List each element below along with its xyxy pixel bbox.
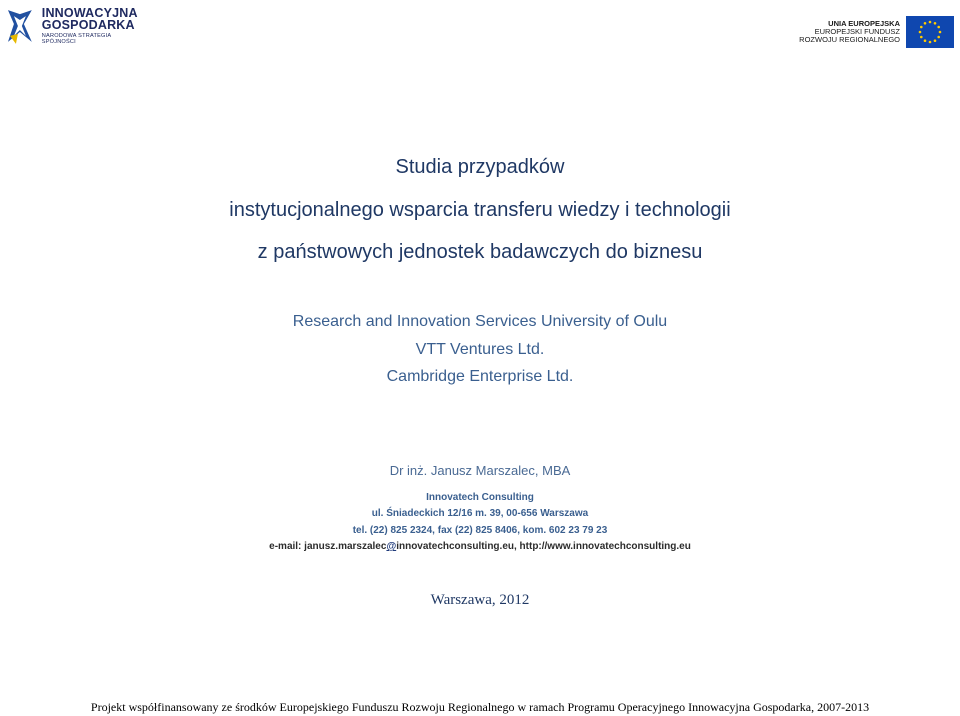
- logo-line2: GOSPODARKA: [41, 18, 135, 33]
- email-prefix: e-mail: janusz.marszalec: [269, 541, 387, 552]
- eu-logo: [799, 14, 954, 50]
- title-line1: Studia przypadków: [395, 156, 565, 178]
- institution-2: VTT Ventures Ltd.: [415, 341, 545, 358]
- institution-3: Cambridge Enterprise Ltd.: [386, 368, 574, 385]
- star-logo-icon: [6, 6, 34, 46]
- eu-line2: EUROPEJSKI FUNDUSZ: [814, 27, 900, 37]
- eu-flag-icon: [906, 16, 954, 48]
- institution-1: Research and Innovation Services University of Oulu: [292, 313, 668, 330]
- innowacyjna-gospodarka-logo: [6, 4, 146, 48]
- email-suffix: innovatechconsulting.eu, http://www.innovatechconsulting.eu: [396, 541, 691, 552]
- email-link[interactable]: @: [386, 541, 397, 552]
- eu-line1: UNIA EUROPEJSKA: [828, 19, 900, 29]
- logo-line3: NARODOWA STRATEGIA SPÓJNOŚCI: [41, 32, 111, 45]
- title-line2: instytucjonalnego wsparcia transferu wiedzy i technologii: [229, 199, 731, 221]
- footer-note: Projekt współfinansowany ze środków Europejskiego Funduszu Rozwoju Regionalnego w ramach Programu Operacyjnego Innowacyjna Gospodarka, 2007-2013: [90, 700, 870, 714]
- logo-line1: INNOWACYJNA: [41, 5, 138, 20]
- company: Innovatech Consulting: [426, 492, 534, 503]
- author: Dr inż. Janusz Marszalec, MBA: [389, 463, 571, 478]
- eu-line3: ROZWOJU REGIONALNEGO: [799, 34, 900, 44]
- phone: tel. (22) 825 2324, fax (22) 825 8406, kom. 602 23 79 23: [352, 525, 608, 536]
- title-line3: z państwowych jednostek badawczych do biznesu: [257, 241, 703, 263]
- email-line: [0, 541, 960, 552]
- place-date: Warszawa, 2012: [430, 592, 530, 608]
- address: ul. Śniadeckich 12/16 m. 39, 00-656 Warszawa: [371, 508, 589, 519]
